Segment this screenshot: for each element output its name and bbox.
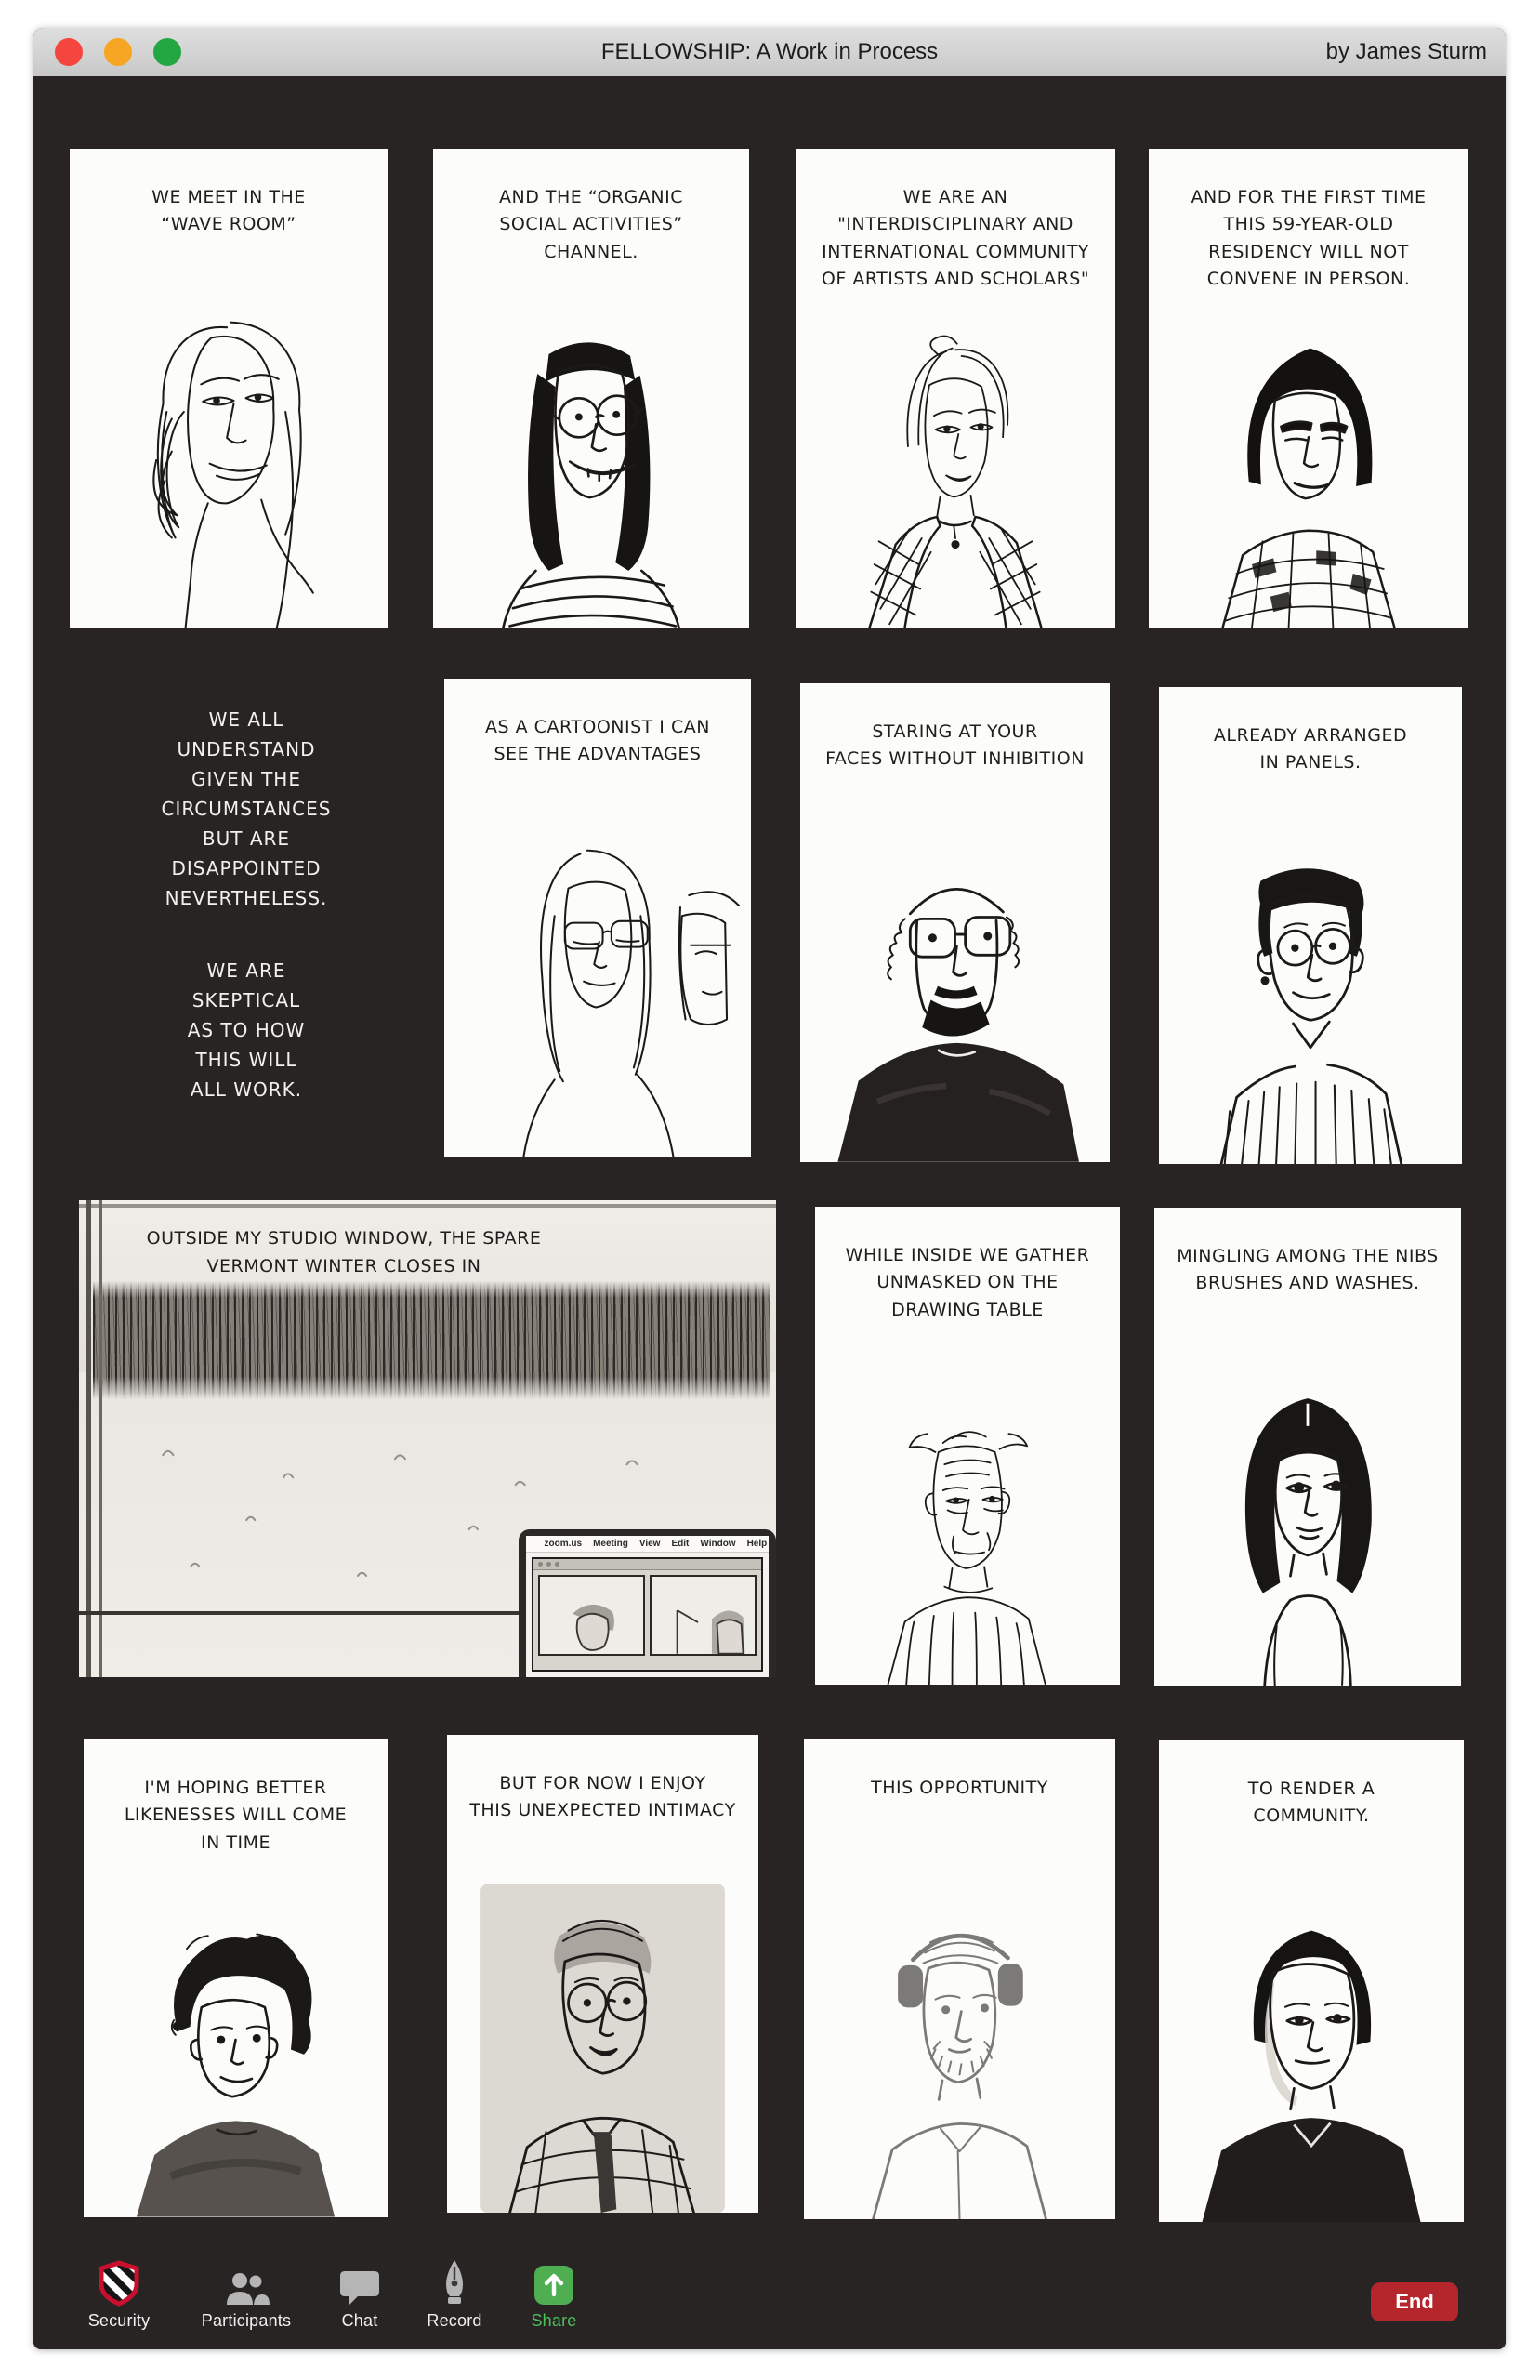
laptop-menu-item: Edit [671,1538,690,1549]
panel-caption: WE MEET IN THE “WAVE ROOM” [151,187,306,235]
panel-r2c2 [444,679,751,1157]
meeting-toolbar [74,2251,589,2331]
panel-r4c4 [1159,1740,1464,2222]
titlebar [33,28,1506,77]
laptop-menu-item: Help [746,1538,768,1549]
window-frame-top [79,1204,776,1208]
panel-r2c4 [1159,687,1462,1164]
security-shield-icon [99,2260,139,2307]
laptop-video-tile [538,1575,645,1656]
window-byline: by James Sturm [1325,39,1487,64]
participants-icon [223,2260,270,2307]
panel-r3c3 [815,1207,1120,1685]
panel-caption: BUT FOR NOW I ENJOY THIS UNEXPECTED INTIMACY [469,1773,736,1821]
panel-r1c1 [70,149,388,628]
window-frame-left-inner [99,1200,102,1677]
portrait-scribble-woman-sketch [70,283,388,628]
panel-r3c4 [1154,1208,1461,1686]
record-label: Record [427,2311,482,2330]
laptop-zoom-window [532,1557,764,1672]
panel-caption: AS A CARTOONIST I CAN SEE THE ADVANTAGES [485,717,710,765]
portrait-older-man-sketch [815,1379,1120,1685]
portrait-two-faces-glasses-sketch [444,813,751,1157]
laptop-menu-item: View [638,1538,661,1549]
narration-paragraph-2: WE ARE SKEPTICAL AS TO HOW THIS WILL ALL WORK. [187,959,306,1101]
record-button[interactable] [415,2260,494,2331]
portrait-glasses-striped-shirt-sketch [433,302,749,628]
panel-r2c3 [800,683,1110,1162]
panel-caption: AND THE “ORGANIC SOCIAL ACTIVITIES” CHANNEL. [499,187,683,262]
end-meeting-button[interactable]: End [1371,2282,1458,2321]
narration-paragraph-1: WE ALL UNDERSTAND GIVEN THE CIRCUMSTANCES BUT ARE DISAPPOINTED NEVERTHELESS. [161,708,332,909]
tile-face-sketch [540,1584,643,1654]
panel-r1c4 [1149,149,1468,628]
portrait-plaid-shirt-sketch [1149,321,1468,628]
laptop-menu-item: Meeting [593,1538,628,1549]
portrait-glasses-tie-sketch [447,1869,758,2213]
portrait-pinstripe-shirt-sketch [1159,821,1462,1164]
panel-studio-window [79,1200,776,1677]
panel-caption: AND FOR THE FIRST TIME THIS 59-YEAR-OLD RESIDENCY WILL NOT CONVENE IN PERSON. [1191,187,1427,290]
panel-caption: TO RENDER A COMMUNITY. [1247,1778,1375,1827]
share-up-arrow-icon [533,2260,575,2307]
panel-r1c2 [433,149,749,628]
portrait-curly-hair-sketch [84,1892,388,2217]
panel-caption: OUTSIDE MY STUDIO WINDOW, THE SPARE VERMONT WINTER CLOSES IN [146,1228,542,1277]
security-button[interactable] [74,2260,164,2331]
panel-caption: I'M HOPING BETTER LIKENESSES WILL COME IN TIME [124,1778,348,1853]
portrait-goatee-glasses-sketch [800,817,1110,1162]
laptop-menu-item: Window [700,1538,736,1549]
panel-caption: STARING AT YOUR FACES WITHOUT INHIBITION [825,721,1085,770]
pen-nib-icon [434,2260,475,2307]
share-label: Share [531,2311,577,2330]
tile-face-sketch [652,1584,755,1654]
panel-r4c2 [447,1735,758,2213]
participants-label: Participants [201,2311,292,2330]
panel-r4c3 [804,1739,1115,2219]
portrait-bob-haircut-woman-sketch [1154,1342,1461,1686]
chat-label: Chat [341,2311,378,2330]
laptop-video-tile [650,1575,757,1656]
panel-caption: MINGLING AMONG THE NIBS BRUSHES AND WASHES. [1177,1246,1439,1294]
portrait-headphones-pencil-sketch [804,1873,1115,2219]
portrait-pulled-back-hair-sketch [1159,1875,1464,2222]
laptop-drawing [519,1529,777,1677]
narration-block [93,705,400,1104]
panel-r4c1 [84,1739,388,2217]
laptop-menubar [526,1536,770,1553]
chat-bubble-icon [339,2260,380,2307]
panel-caption: ALREADY ARRANGED IN PANELS. [1213,725,1408,774]
window-sill [79,1611,525,1615]
app-window [33,28,1506,2349]
panel-caption: WHILE INSIDE WE GATHER UNMASKED ON THE DRAWING TABLE [845,1245,1090,1320]
comic-canvas [33,76,1506,2349]
laptop-menu-item: zoom.us [544,1538,583,1549]
portrait-woman-vest-sketch [796,321,1115,628]
tree-line [93,1281,770,1400]
laptop-screen [526,1536,770,1677]
share-button[interactable] [519,2260,589,2331]
laptop-zoom-titlebar [533,1559,762,1570]
chat-button[interactable] [329,2260,390,2331]
panel-caption: THIS OPPORTUNITY [871,1778,1048,1798]
window-title: FELLOWSHIP: A Work in Process [600,39,939,64]
panel-r1c3 [796,149,1115,628]
window-frame-left [86,1200,91,1677]
panel-caption: WE ARE AN "INTERDISCIPLINARY AND INTERNATIONAL COMMUNITY OF ARTISTS AND SCHOLARS" [821,187,1090,290]
security-label: Security [87,2311,151,2330]
participants-button[interactable] [188,2260,305,2331]
